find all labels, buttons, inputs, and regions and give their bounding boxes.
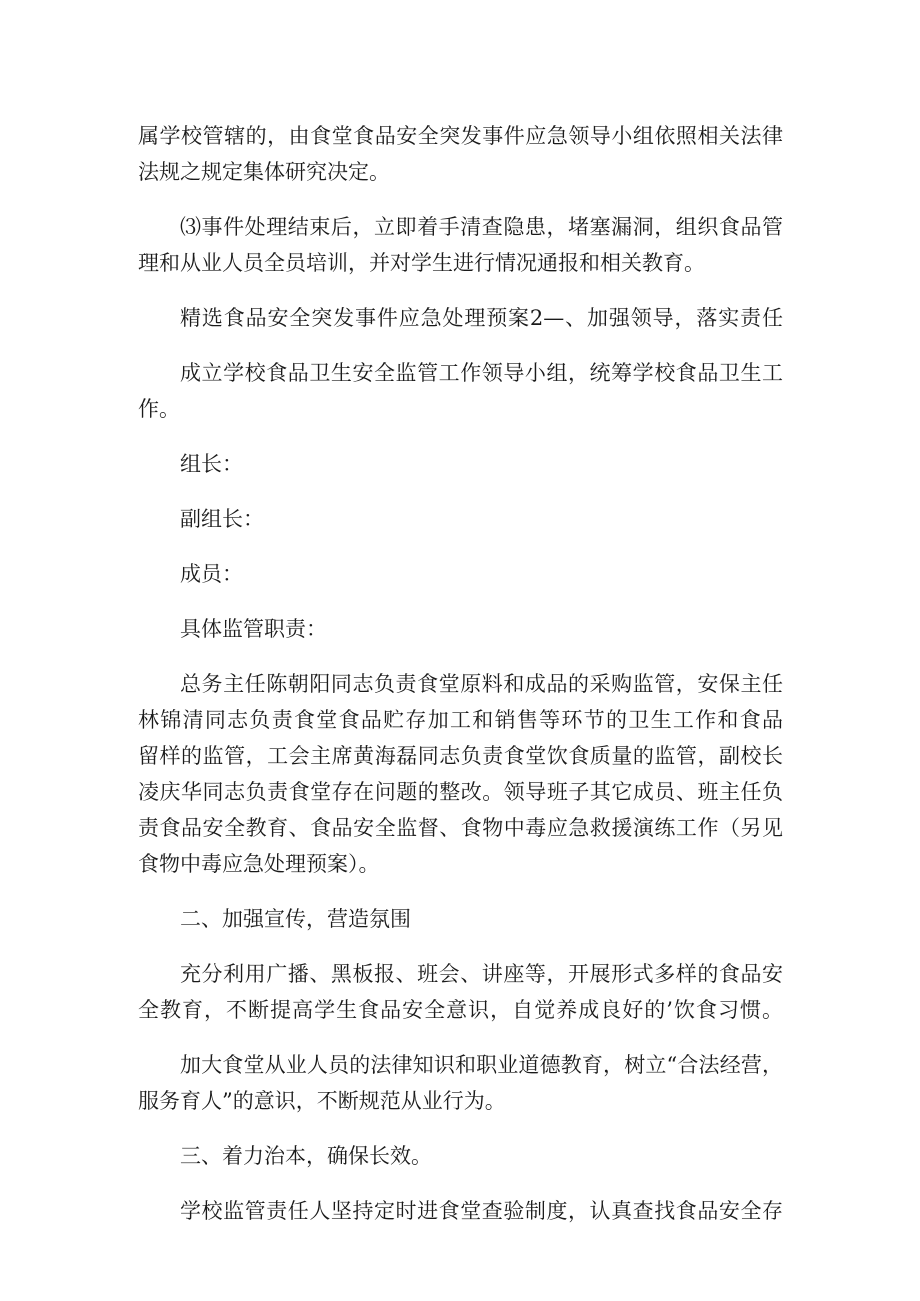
role-label-leader: 组长： (180, 452, 243, 476)
section-heading: 精选食品安全突发事件应急处理预案2—、加强领导，落实责任 (180, 306, 783, 330)
section-heading: 二、加强宣传，营造氛围 (180, 907, 411, 931)
role-label-deputy: 副组长： (180, 507, 264, 531)
document-page (138, 118, 783, 1229)
paragraph-line: 全教育，不断提高学生食品安全意识，自觉养成良好的’饮食习惯。 (138, 998, 783, 1022)
paragraph-line: 服务育人”的意识，不断规范从业行为。 (138, 1089, 506, 1113)
paragraph-line: 凌庆华同志负责食堂存在问题的整改。领导班子其它成员、班主任负 (138, 780, 783, 804)
paragraph-line: 法规之规定集体研究决定。 (138, 160, 390, 184)
paragraph-line: 责食品安全教育、食品安全监督、食物中毒应急救援演练工作（另见 (138, 816, 783, 840)
paragraph-line: 林锦清同志负责食堂食品贮存加工和销售等环节的卫生工作和食品 (138, 708, 783, 732)
duties-label: 具体监管职责： (180, 617, 327, 641)
paragraph-line: 学校监管责任人坚持定时进食堂查验制度，认真查找食品安全存 (180, 1199, 783, 1223)
paragraph-line: 食物中毒应急处理预案）。 (138, 852, 380, 876)
paragraph-line: 属学校管辖的，由食堂食品安全突发事件应急领导小组依照相关法律 (138, 124, 783, 148)
paragraph-line: 作。 (138, 397, 180, 421)
paragraph-line: 总务主任陈朝阳同志负责食堂原料和成品的采购监管，安保主任 (180, 672, 783, 696)
section-heading: 三、着力治本，确保长效。 (180, 1144, 432, 1168)
paragraph-line: 加大食堂从业人员的法律知识和职业道德教育，树立“合法经营， (180, 1053, 783, 1077)
paragraph-line: 充分利用广播、黑板报、班会、讲座等，开展形式多样的食品安 (180, 962, 783, 986)
role-label-members: 成员： (180, 562, 243, 586)
paragraph-line: ⑶事件处理结束后，立即着手清查隐患，堵塞漏洞，组织食品管 (180, 215, 783, 239)
paragraph-line: 成立学校食品卫生安全监管工作领导小组，统筹学校食品卫生工 (180, 361, 783, 385)
paragraph-line: 留样的监管，工会主席黄海磊同志负责食堂饮食质量的监管，副校长 (138, 744, 783, 768)
paragraph-line: 理和从业人员全员培训，并对学生进行情况通报和相关教育。 (138, 251, 705, 275)
